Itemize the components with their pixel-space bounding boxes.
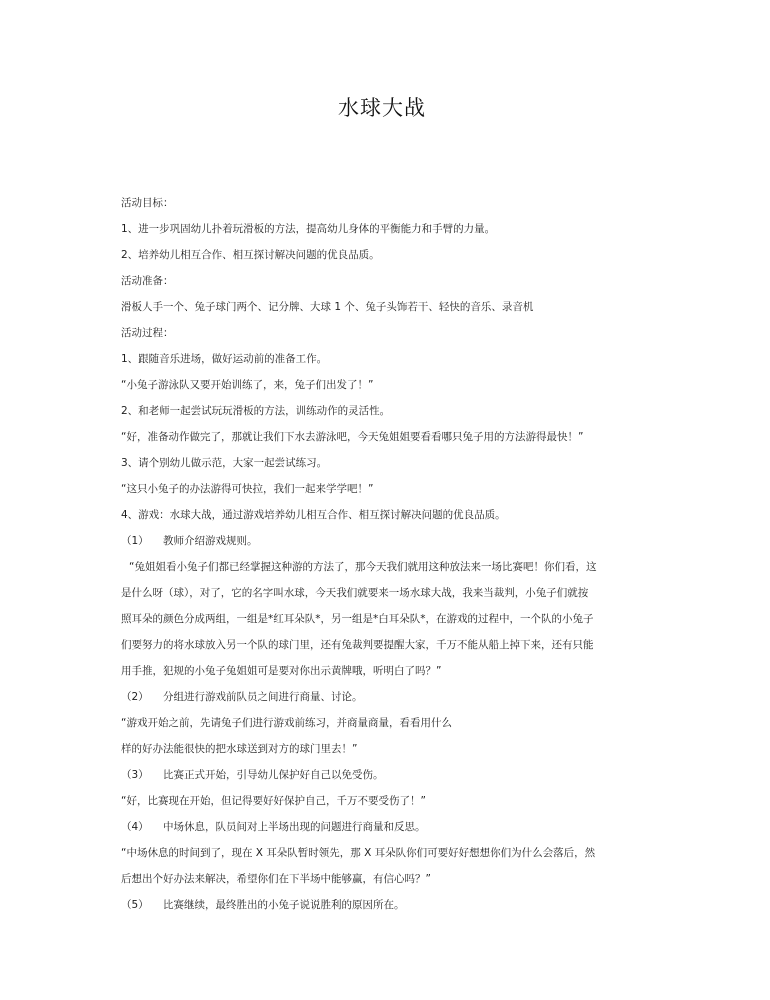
- document-title: 水球大战: [338, 96, 426, 120]
- process-step-3-quote: “这只小兔子的办法游得可快拉，我们一起来学学吧！”: [121, 483, 374, 495]
- substep-4-number: （4）: [121, 821, 149, 833]
- substep-2: [121, 684, 661, 710]
- substep-5: [121, 892, 661, 918]
- substep-1-number: （1）: [121, 535, 149, 547]
- process-step-1: 1、跟随音乐进场，做好运动前的准备工作。: [121, 353, 328, 365]
- process-step-2-quote: “好，准备动作做完了，那就让我们下水去游泳吧，今天兔姐姐要看看哪只兔子用的方法游得最快！”: [121, 431, 584, 443]
- substep-2-text: 分组进行游戏前队员之间进行商量、讨论。: [163, 691, 363, 703]
- substep-1-text: 教师介绍游戏规则。: [163, 535, 258, 547]
- rules-line-1: “兔姐姐看小兔子们都已经掌握这种游的方法了，那今天我们就用这种放法来一场比赛吧！你们看，这: [129, 561, 597, 573]
- substep-4-text: 中场休息，队员间对上半场出现的问题进行商量和反思。: [163, 821, 426, 833]
- goal-item-1: 1、进一步巩固幼儿扑着玩滑板的方法，提高幼儿身体的平衡能力和手臂的力量。: [121, 223, 496, 235]
- goals-heading: 活动目标：: [121, 197, 174, 209]
- process-step-4: 4、游戏：水球大战，通过游戏培养幼儿相互合作、相互探讨解决问题的优良品质。: [121, 509, 506, 521]
- rules-line-3: 照耳朵的颜色分成两组，一组是*红耳朵队*，另一组是*白耳朵队*，在游戏的过程中，一个队的小兔子: [121, 613, 594, 625]
- substep-5-number: （5）: [121, 899, 149, 911]
- document-body: [121, 190, 661, 918]
- substep-2-quote-line-1: “游戏开始之前，先请兔子们进行游戏前练习，并商量商量，看看用什么: [121, 717, 452, 729]
- substep-3: [121, 762, 661, 788]
- substep-2-quote-line-2: 样的好办法能很快的把水球送到对方的球门里去！”: [121, 743, 358, 755]
- process-step-1-quote: “小兔子游泳队又要开始训练了，来，兔子们出发了！”: [121, 379, 374, 391]
- preparation-text: 滑板人手一个、兔子球门两个、记分牌、大球 1 个、兔子头饰若干、轻快的音乐、录音机: [121, 301, 534, 313]
- rules-line-2: 是什么呀（球），对了，它的名字叫水球，今天我们就要来一场水球大战，我来当裁判，小兔子们就按: [121, 587, 589, 599]
- substep-5-text: 比赛继续，最终胜出的小兔子说说胜利的原因所在。: [163, 899, 405, 911]
- preparation-heading: 活动准备：: [121, 275, 174, 287]
- substep-3-number: （3）: [121, 769, 149, 781]
- process-step-3: 3、请个别幼儿做示范，大家一起尝试练习。: [121, 457, 328, 469]
- rules-line-4: 们要努力的将水球放入另一个队的球门里，还有兔裁判要提醒大家，千万不能从船上掉下来，还有只能: [121, 639, 594, 651]
- process-heading: 活动过程：: [121, 327, 174, 339]
- goal-item-2: 2、培养幼儿相互合作、相互探讨解决问题的优良品质。: [121, 249, 380, 261]
- process-step-2: 2、和老师一起尝试玩玩滑板的方法，训练动作的灵活性。: [121, 405, 391, 417]
- substep-1: [121, 528, 661, 554]
- rules-line-5: 用手推，犯规的小兔子兔姐姐可是要对你出示黄牌哦，听明白了吗？”: [121, 665, 442, 677]
- substep-2-number: （2）: [121, 691, 149, 703]
- substep-4-quote-line-1: “中场休息的时间到了，现在 X 耳朵队暂时领先，那 X 耳朵队你们可要好好想想你们为什么会落后，然: [121, 847, 596, 859]
- substep-4-quote-line-2: 后想出个好办法来解决，希望你们在下半场中能够赢，有信心吗？”: [121, 873, 431, 885]
- substep-3-quote: “好，比赛现在开始，但记得要好好保护自己，千万不要受伤了！”: [121, 795, 426, 807]
- substep-3-text: 比赛正式开始，引导幼儿保护好自己以免受伤。: [163, 769, 384, 781]
- substep-4: [121, 814, 661, 840]
